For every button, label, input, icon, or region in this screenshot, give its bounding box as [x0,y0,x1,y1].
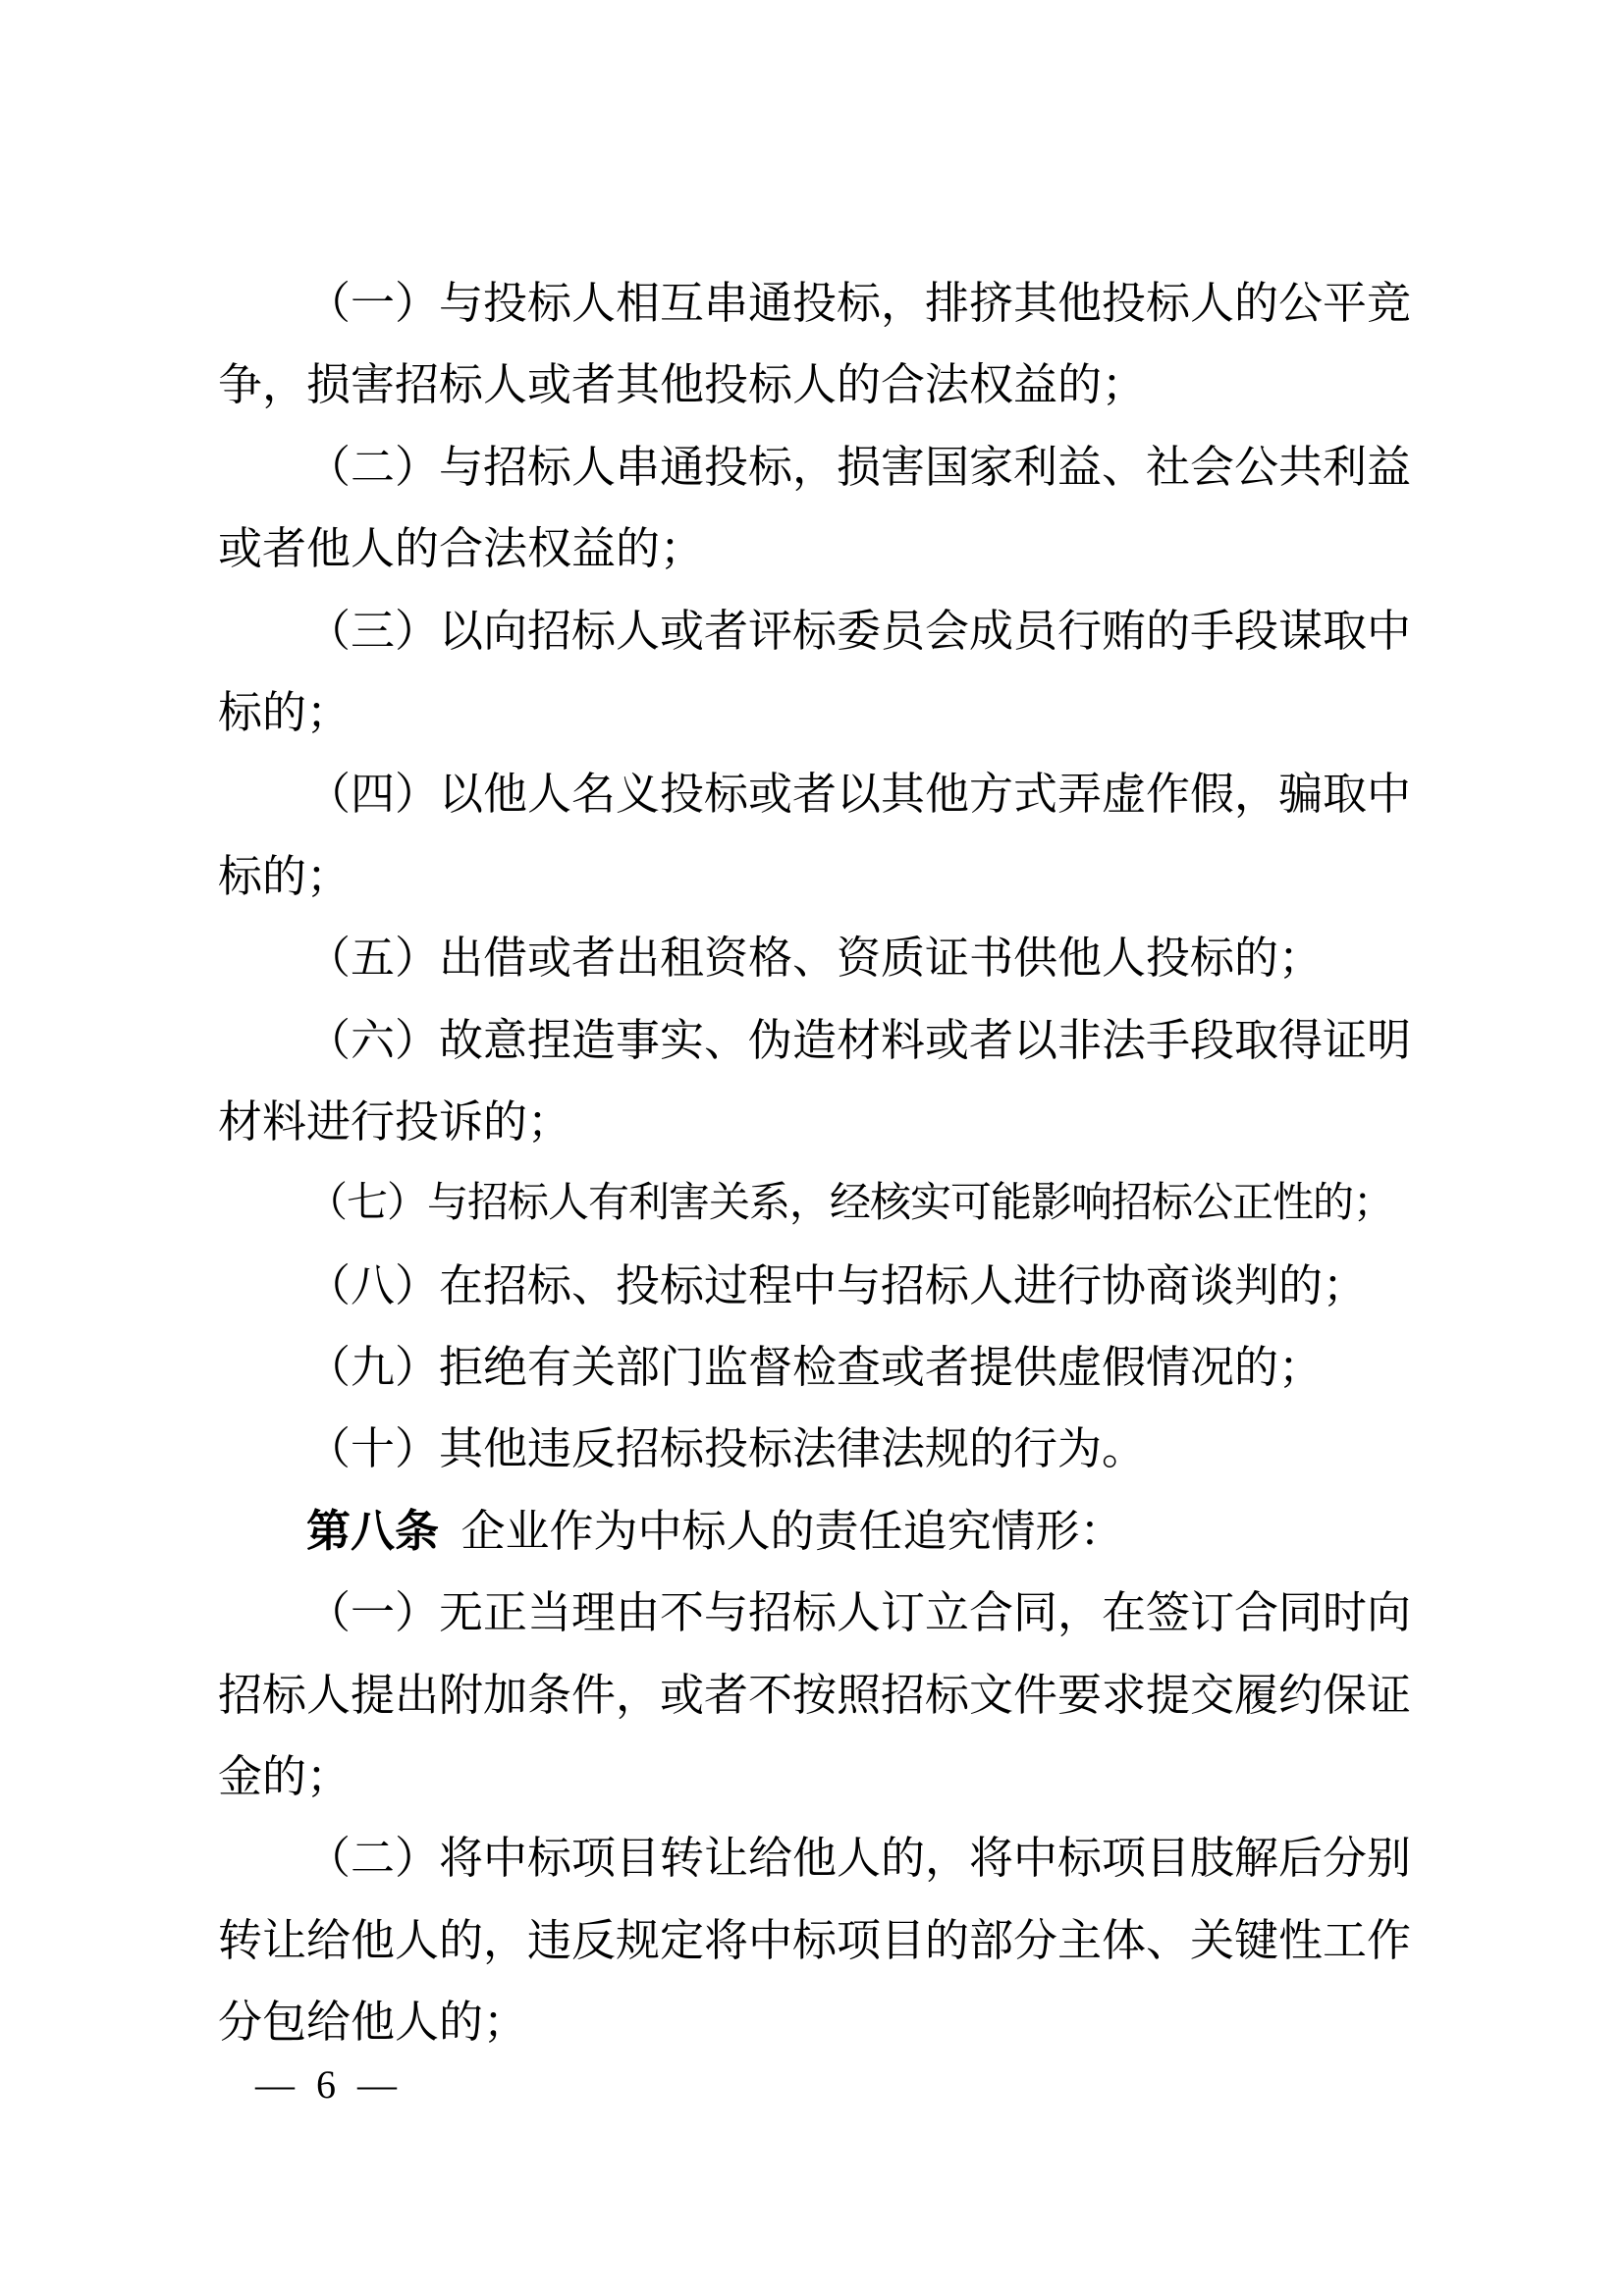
text-line: 材料进行投诉的； [218,1096,572,1147]
text-line [218,1491,1411,1573]
document-body [218,263,1411,2064]
text-line: （九）拒绝有关部门监督检查或者提供虚假情况的； [306,1343,1324,1393]
text-line: 分包给他人的； [218,1998,528,2048]
text-line: 招标人提出附加条件，或者不按照招标文件要求提交履约保证 [218,1670,1412,1720]
text-line: （三）以向招标人或者评标委员会成员行贿的手段谋取中 [306,606,1412,656]
text-line: （六）故意捏造事实、伪造材料或者以非法手段取得证明 [306,1015,1412,1065]
text-line: （一）与投标人相互串通投标，排挤其他投标人的公平竞 [306,279,1412,328]
text-line: （八）在招标、投标过程中与招标人进行协商谈判的； [306,1260,1368,1310]
page-number: — 6 — [255,2062,403,2107]
text-line: 金的； [218,1752,352,1802]
text-line: （五）出借或者出租资格、资质证书供他人投标的； [306,934,1324,984]
text-line: （十）其他违反招标投标法律法规的行为。 [306,1424,1147,1474]
text-line: 或者他人的合法权益的； [218,524,705,574]
text-line: （二）将中标项目转让给他人的，将中标项目肢解后分别 [306,1834,1412,1884]
text-line: （七）与招标人有利害关系，经核实可能影响招标公正性的； [306,1181,1394,1227]
article-heading: 第八条 [306,1506,440,1556]
text-line: （二）与招标人串通投标，损害国家利益、社会公共利益 [306,442,1412,492]
text-line: 标的； [218,851,352,901]
text-line: （一）无正当理由不与招标人订立合同，在签订合同时向 [306,1588,1412,1638]
article-heading-text: 企业作为中标人的责任追究情形： [460,1506,1124,1556]
text-line: 标的； [218,687,352,737]
text-line: 转让给他人的，违反规定将中标项目的部分主体、关键性工作 [218,1915,1412,1965]
text-line: 争，损害招标人或者其他投标人的合法权益的； [218,360,1147,410]
text-line: （四）以他人名义投标或者以其他方式弄虚作假，骗取中 [306,770,1412,820]
